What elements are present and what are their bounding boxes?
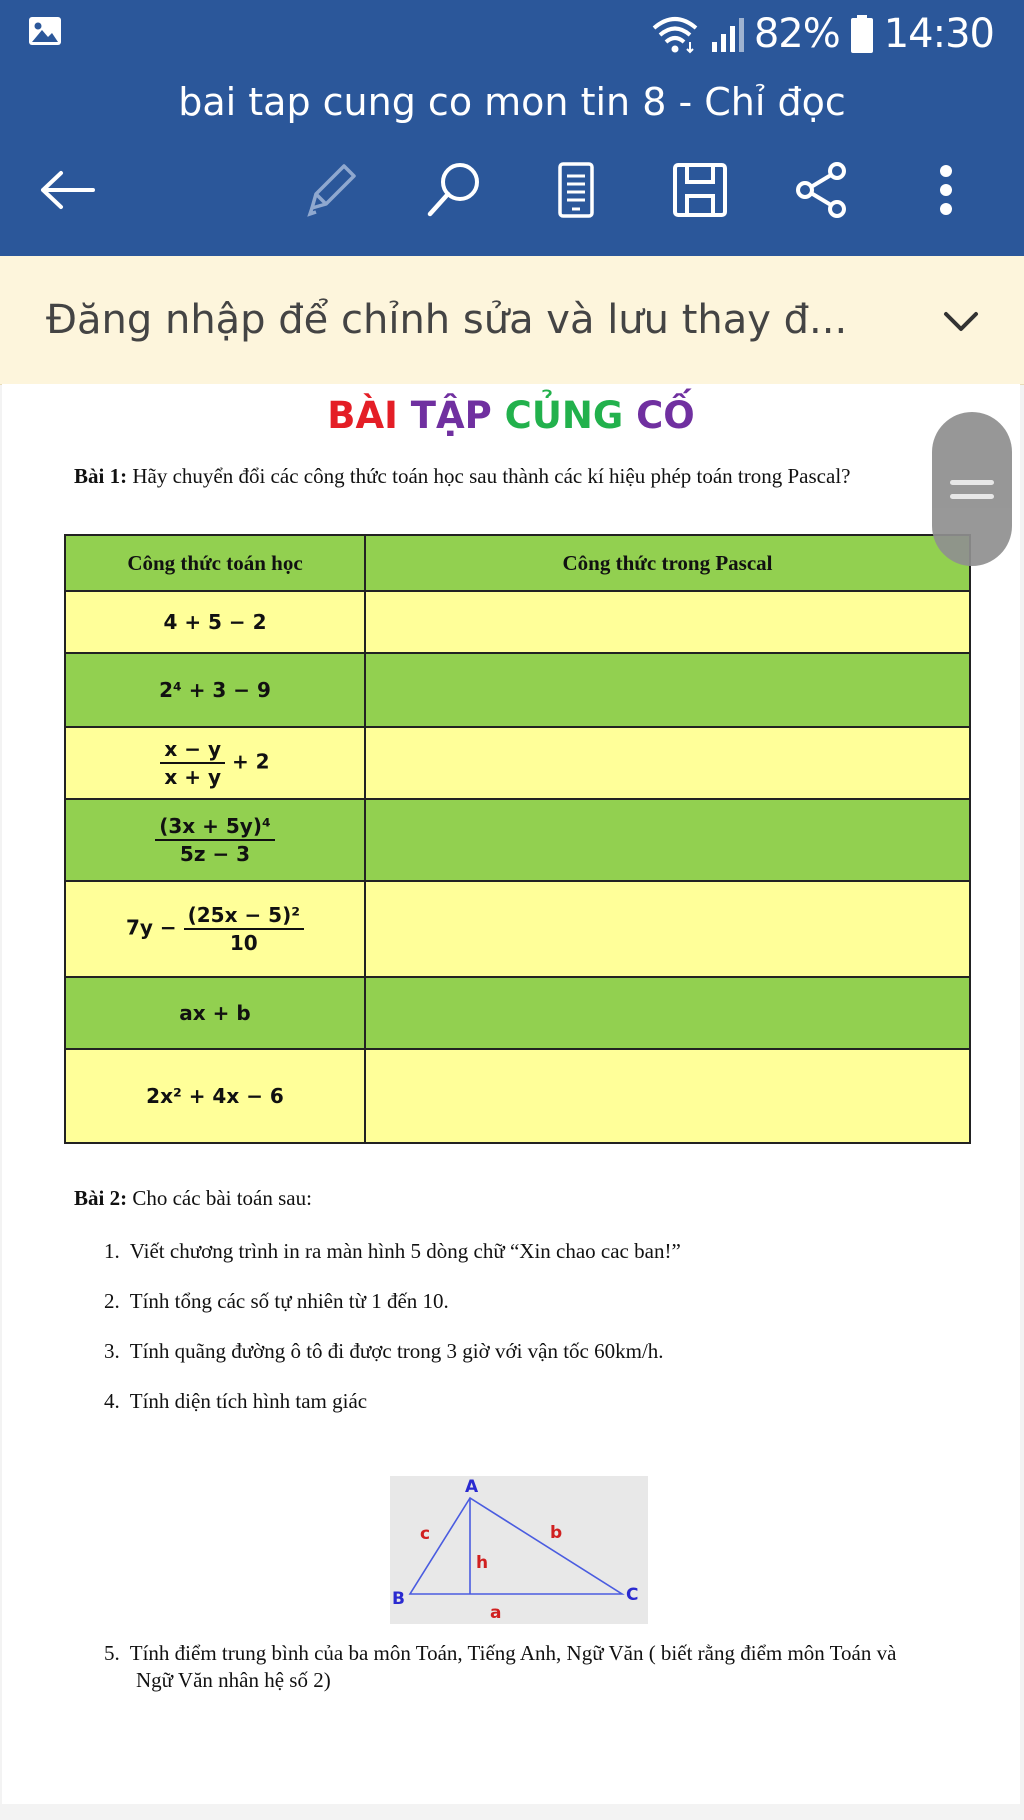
list-number: 1. [104,1239,120,1263]
list-item-text: Viết chương trình in ra màn hình 5 dòng chữ “Xin chao cac ban!” [129,1239,681,1263]
chevron-down-icon[interactable] [938,298,984,344]
triangle-label-c: c [420,1524,431,1544]
list-item [104,1339,984,1389]
share-icon [793,161,851,219]
fraction [160,737,225,789]
back-arrow-icon [39,170,97,210]
heading-word-4: CỐ [636,394,695,437]
toolbar [0,150,1024,230]
formula-cell [65,881,365,977]
fraction [155,814,275,866]
fraction-denominator: 5z − 3 [179,842,251,866]
fraction-denominator: x + y [164,765,221,789]
table-row [65,653,970,727]
search-icon [424,160,484,220]
pascal-cell[interactable] [365,653,970,727]
table-row [65,727,970,799]
formula-cell: 4 + 5 − 2 [65,591,365,653]
search-button[interactable] [414,150,494,230]
exercise-2-text: Cho các bài toán sau: [127,1186,312,1210]
save-icon [672,162,728,218]
back-button[interactable] [28,150,108,230]
battery-percent: 82% [753,11,840,57]
formula-table [64,534,971,1144]
share-button[interactable] [782,150,862,230]
battery-icon [850,14,874,54]
heading-word-2: TẬP [410,394,492,437]
triangle-label-b: b [550,1523,563,1543]
list-item-text: Tính tổng các số tự nhiên từ 1 đến 10. [129,1289,449,1313]
column-header-pascal: Công thức trong Pascal [365,535,970,591]
table-row [65,977,970,1049]
triangle-diagram [390,1476,648,1624]
list-item [104,1389,984,1439]
list-item-text: Tính quãng đường ô tô đi được trong 3 giờ với vận tốc 60km/h. [129,1339,664,1363]
document-page [2,384,1020,1804]
exercise-1-text: Hãy chuyển đổi các công thức toán học sau thành các kí hiệu phép toán trong Pascal? [127,464,851,488]
reading-view-button[interactable] [536,150,616,230]
exercise-1-prompt [74,464,850,489]
exercise-2-prompt [74,1186,312,1211]
formula-cell: 2⁴ + 3 − 9 [65,653,365,727]
list-item [104,1640,984,1694]
table-row [65,799,970,881]
document-heading [2,394,1020,437]
status-bar [0,0,1024,70]
signal-icon [710,16,744,52]
table-row [65,1049,970,1143]
scroll-handle[interactable] [932,412,1012,566]
clock: 14:30 [883,11,994,57]
pascal-cell[interactable] [365,727,970,799]
save-button[interactable] [660,150,740,230]
task-list [104,1239,984,1439]
wifi-icon [650,14,700,54]
list-number: 5. [104,1641,120,1665]
fraction [184,903,304,955]
pencil-icon [300,160,360,220]
formula-cell: 2x² + 4x − 6 [65,1049,365,1143]
fraction-numerator: (3x + 5y)⁴ [155,814,275,841]
triangle-label-h: h [476,1553,489,1573]
formula-suffix: + 2 [225,749,270,774]
more-icon [938,164,954,216]
sign-in-banner-text: Đăng nhập để chỉnh sửa và lưu thay đ... [46,297,848,343]
heading-word-1: BÀI [327,394,398,437]
triangle-label-A: A [465,1477,479,1497]
document-title: bai tap cung co mon tin 8 - Chỉ đọc [178,80,846,124]
list-item-text-continued: Ngữ Văn nhân hệ số 2) [136,1668,331,1692]
fraction-denominator: 10 [229,931,258,955]
table-row [65,591,970,653]
pascal-cell[interactable] [365,591,970,653]
list-item-text: Tính điểm trung bình của ba môn Toán, Tiếng Anh, Ngữ Văn ( biết rằng điểm môn Toán và [129,1641,897,1665]
list-item-text: Tính diện tích hình tam giác [129,1389,368,1413]
exercise-2-label: Bài 2: [74,1186,128,1210]
triangle-label-a: a [490,1603,502,1623]
formula-cell [65,727,365,799]
sign-in-banner[interactable] [0,256,1024,385]
gallery-icon [28,16,62,46]
list-item [104,1239,984,1289]
table-row [65,881,970,977]
table-header-row [65,535,970,591]
more-button[interactable] [906,150,986,230]
column-header-math: Công thức toán học [65,535,365,591]
edit-button[interactable] [290,150,370,230]
exercise-1-label: Bài 1: [74,464,128,488]
fraction-numerator: (25x − 5)² [184,903,304,930]
reading-view-icon [556,161,596,219]
pascal-cell[interactable] [365,1049,970,1143]
list-number: 2. [104,1289,120,1313]
app-bar [0,0,1024,256]
pascal-cell[interactable] [365,881,970,977]
formula-prefix: 7y − [125,915,184,940]
formula-cell: ax + b [65,977,365,1049]
triangle-label-B: B [392,1589,405,1609]
triangle-label-C: C [626,1585,639,1605]
pascal-cell[interactable] [365,799,970,881]
fraction-numerator: x − y [160,737,225,764]
grip-line [950,480,994,485]
formula-cell [65,799,365,881]
list-item [104,1289,984,1339]
pascal-cell[interactable] [365,977,970,1049]
heading-word-3: CỦNG [504,394,624,437]
list-number: 3. [104,1339,120,1363]
grip-line [950,494,994,499]
list-number: 4. [104,1389,120,1413]
